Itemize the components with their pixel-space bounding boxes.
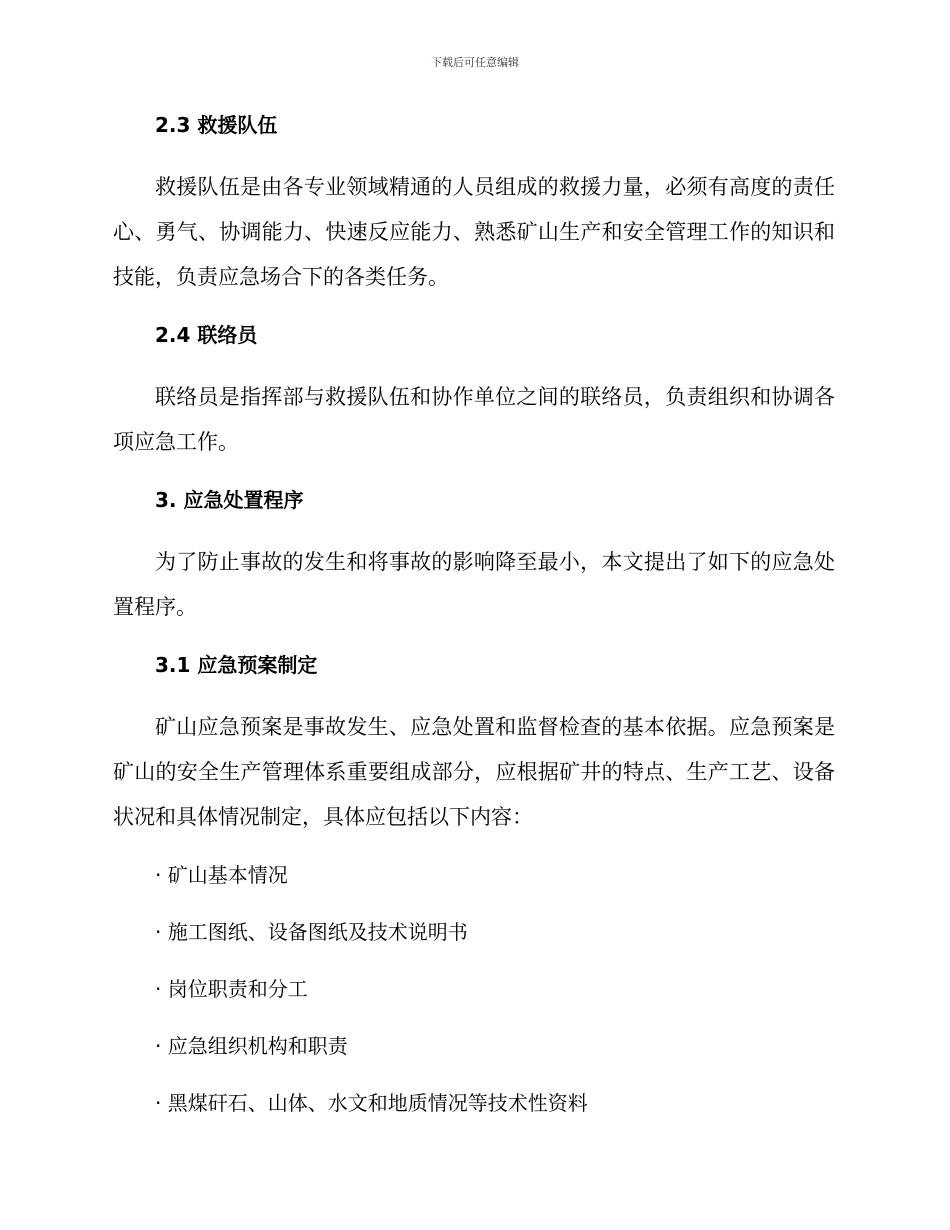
section-heading-2-3: 2.3 救援队伍 xyxy=(155,113,278,137)
list-item: · 黑煤矸石、山体、水文和地质情况等技术性资料 xyxy=(155,1091,588,1115)
section-heading-2-4: 2.4 联络员 xyxy=(155,323,258,347)
section-heading-3: 3. 应急处置程序 xyxy=(155,488,304,512)
document-body xyxy=(113,110,835,1118)
paragraph-rescue-team: 救援队伍是由各专业领域精通的人员组成的救援力量，必须有高度的责任心、勇气、协调能力、快速反应能力、熟悉矿山生产和安全管理工作的知识和技能，负责应急场合下的各类任务。 xyxy=(113,175,835,289)
paragraph-plan-formulation: 矿山应急预案是事故发生、应急处置和监督检查的基本依据。应急预案是矿山的安全生产管理体系重要组成部分，应根据矿井的特点、生产工艺、设备状况和具体情况制定，具体应包括以下内容： xyxy=(113,715,835,829)
section-heading-3-1: 3.1 应急预案制定 xyxy=(155,653,318,677)
page-header-note: 下载后可任意编辑 xyxy=(431,56,519,69)
list-item: · 施工图纸、设备图纸及技术说明书 xyxy=(155,920,468,944)
paragraph-liaison: 联络员是指挥部与救援队伍和协作单位之间的联络员，负责组织和协调各项应急工作。 xyxy=(113,385,835,454)
list-item: · 矿山基本情况 xyxy=(155,863,288,887)
list-item: · 岗位职责和分工 xyxy=(155,977,308,1001)
paragraph-procedure-intro: 为了防止事故的发生和将事故的影响降至最小，本文提出了如下的应急处置程序。 xyxy=(113,550,835,619)
list-item: · 应急组织机构和职责 xyxy=(155,1034,348,1058)
